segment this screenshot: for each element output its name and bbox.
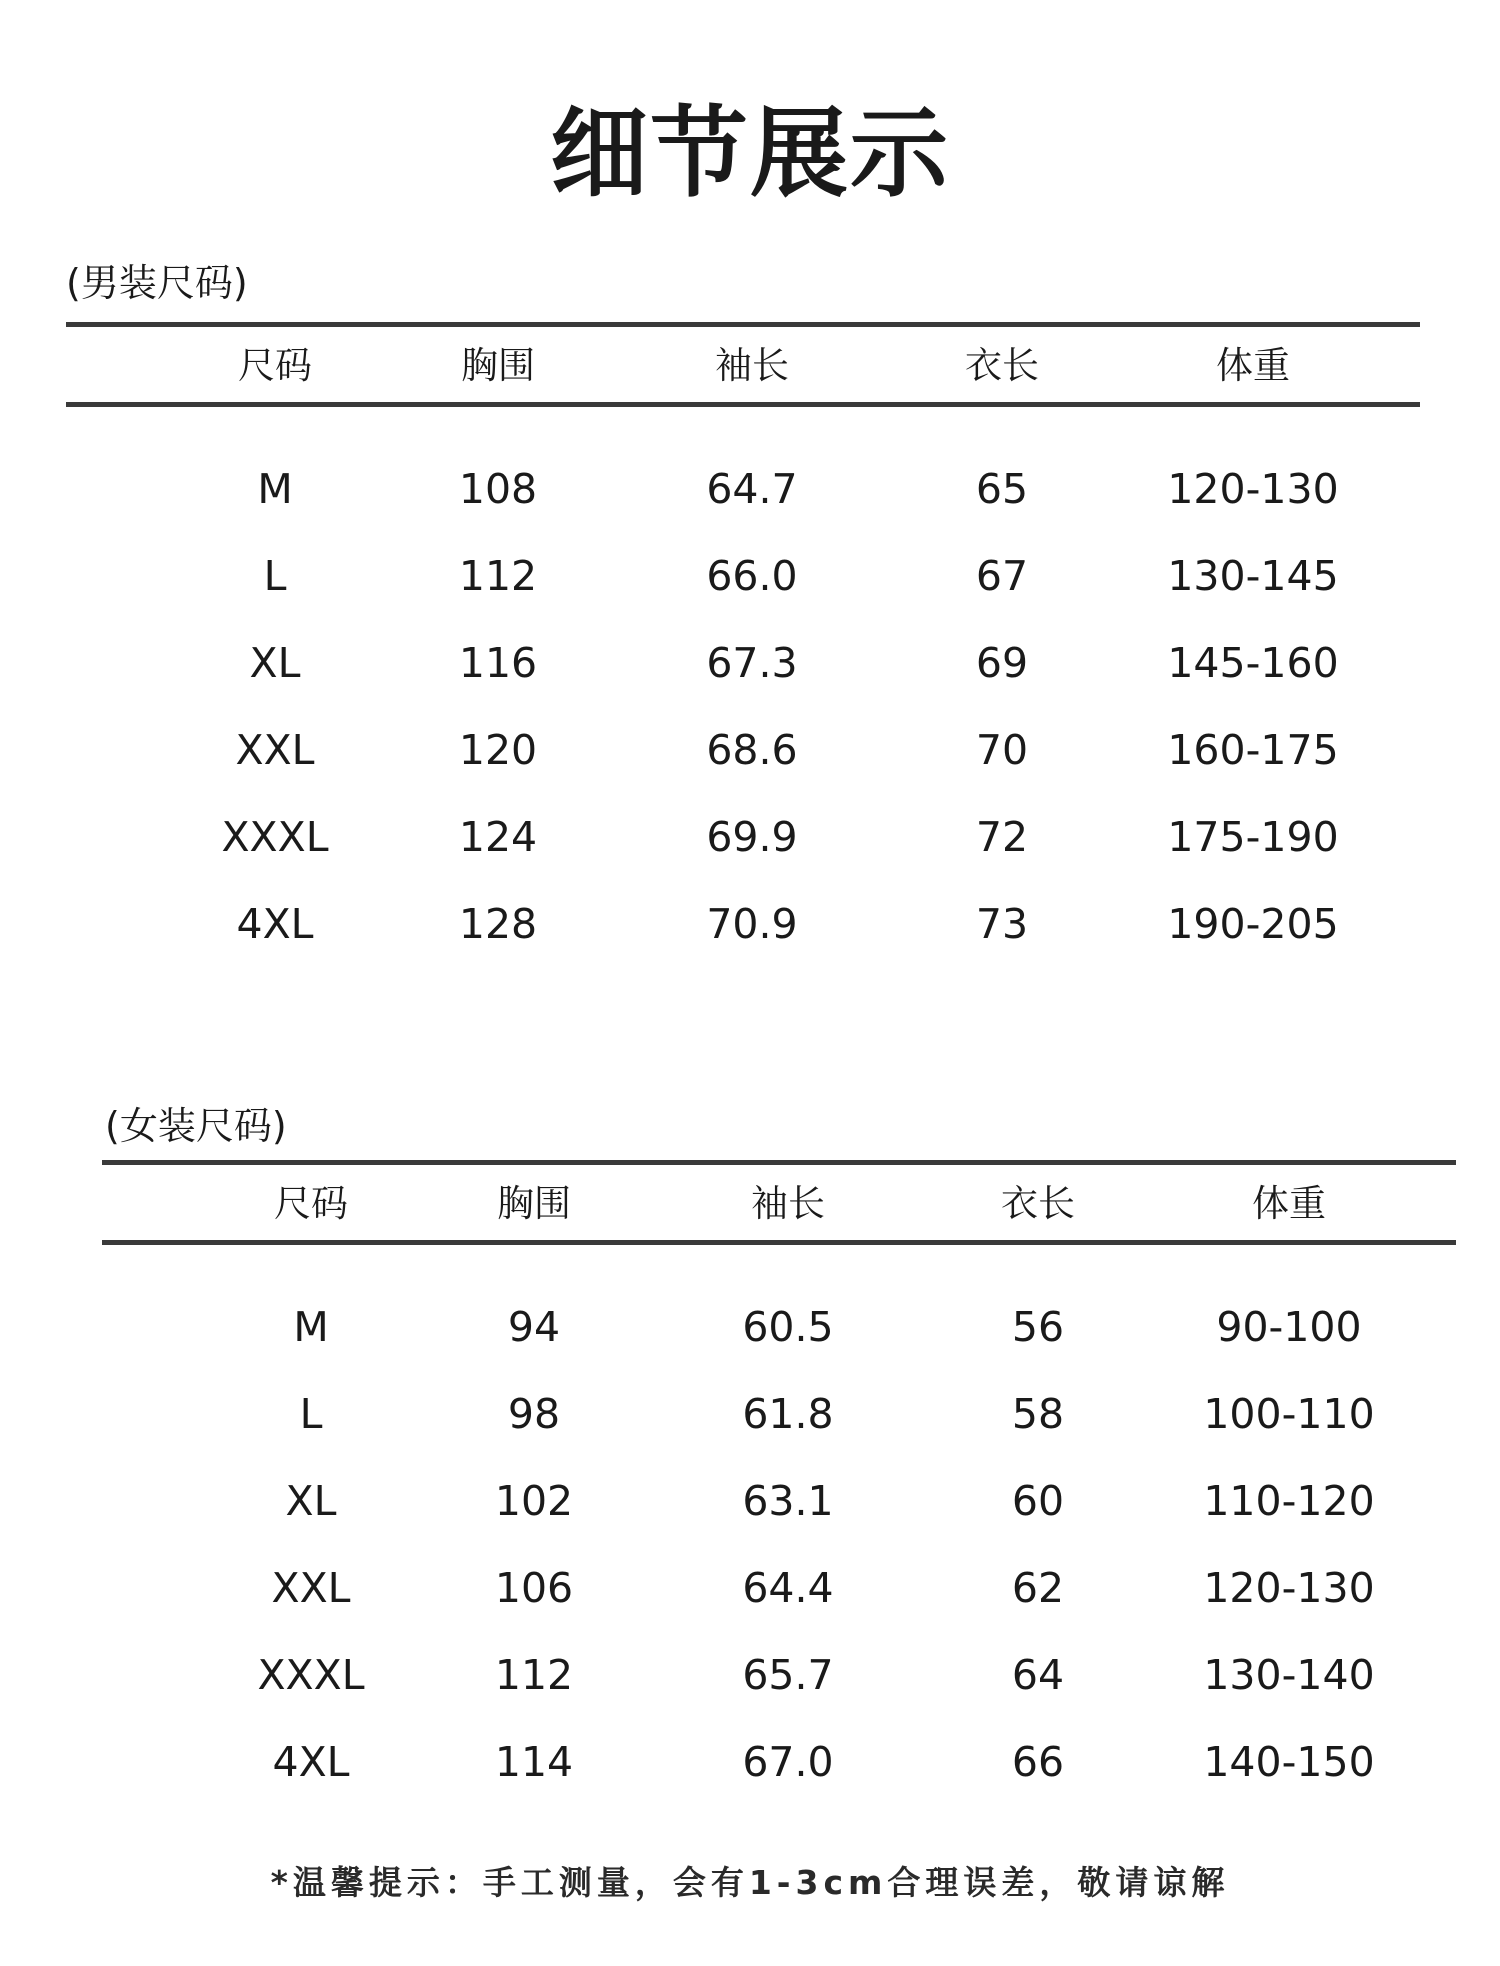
women-cell-length: 62 <box>1011 1564 1065 1612</box>
women-cell-weight: 140-150 <box>1203 1738 1375 1786</box>
women-cell-chest: 106 <box>494 1564 574 1612</box>
men-cell-sleeve: 68.6 <box>706 726 798 774</box>
women-header-weight: 体重 <box>1252 1182 1326 1225</box>
women-cell-size: M <box>293 1303 329 1351</box>
women-cell-weight: 120-130 <box>1203 1564 1375 1612</box>
women-cell-chest: 112 <box>494 1651 574 1699</box>
men-cell-chest: 120 <box>458 726 538 774</box>
women-header-bottom-rule <box>102 1240 1456 1245</box>
women-cell-length: 56 <box>1011 1303 1065 1351</box>
men-cell-weight: 120-130 <box>1167 465 1339 513</box>
women-cell-chest: 94 <box>507 1303 561 1351</box>
men-cell-weight: 175-190 <box>1167 813 1339 861</box>
men-cell-sleeve: 70.9 <box>706 900 798 948</box>
men-cell-sleeve: 69.9 <box>706 813 798 861</box>
men-cell-length: 70 <box>975 726 1029 774</box>
women-cell-weight: 110-120 <box>1203 1477 1375 1525</box>
women-cell-size: L <box>299 1390 323 1438</box>
women-cell-chest: 114 <box>494 1738 574 1786</box>
women-header-size: 尺码 <box>274 1182 348 1225</box>
women-header-chest: 胸围 <box>497 1182 571 1225</box>
men-cell-weight: 130-145 <box>1167 552 1339 600</box>
women-cell-sleeve: 63.1 <box>742 1477 834 1525</box>
men-header-top-rule <box>66 322 1420 327</box>
page-title: 细节展示 <box>549 97 950 211</box>
men-cell-chest: 124 <box>458 813 538 861</box>
women-header-sleeve: 袖长 <box>751 1182 825 1225</box>
men-cell-weight: 160-175 <box>1167 726 1339 774</box>
women-cell-sleeve: 65.7 <box>742 1651 834 1699</box>
men-cell-size: L <box>263 552 287 600</box>
men-cell-length: 72 <box>975 813 1029 861</box>
men-cell-length: 65 <box>975 465 1029 513</box>
men-cell-chest: 116 <box>458 639 538 687</box>
women-cell-sleeve: 64.4 <box>742 1564 834 1612</box>
men-cell-size: XXXL <box>221 813 329 861</box>
women-cell-size: XL <box>285 1477 337 1525</box>
men-cell-weight: 145-160 <box>1167 639 1339 687</box>
men-header-length: 衣长 <box>965 344 1039 387</box>
women-header-length: 衣长 <box>1001 1182 1075 1225</box>
men-cell-chest: 128 <box>458 900 538 948</box>
men-cell-length: 69 <box>975 639 1029 687</box>
women-cell-length: 64 <box>1011 1651 1065 1699</box>
women-cell-length: 60 <box>1011 1477 1065 1525</box>
men-cell-size: XXL <box>235 726 315 774</box>
women-cell-chest: 98 <box>507 1390 561 1438</box>
women-cell-size: 4XL <box>272 1738 350 1786</box>
men-cell-length: 73 <box>975 900 1029 948</box>
men-header-size: 尺码 <box>238 344 312 387</box>
men-cell-size: 4XL <box>236 900 314 948</box>
men-cell-size: XL <box>249 639 301 687</box>
women-cell-sleeve: 61.8 <box>742 1390 834 1438</box>
men-header-sleeve: 袖长 <box>715 344 789 387</box>
women-cell-size: XXXL <box>257 1651 365 1699</box>
men-cell-weight: 190-205 <box>1167 900 1339 948</box>
men-section-label: (男装尺码) <box>66 261 248 305</box>
women-cell-chest: 102 <box>494 1477 574 1525</box>
women-cell-length: 58 <box>1011 1390 1065 1438</box>
measurement-tip: *温馨提示：手工测量，会有1-3cm合理误差，敬请谅解 <box>270 1863 1230 1902</box>
women-cell-sleeve: 67.0 <box>742 1738 834 1786</box>
men-cell-chest: 112 <box>458 552 538 600</box>
men-cell-sleeve: 64.7 <box>706 465 798 513</box>
women-cell-length: 66 <box>1011 1738 1065 1786</box>
men-cell-length: 67 <box>975 552 1029 600</box>
men-cell-chest: 108 <box>458 465 538 513</box>
men-cell-sleeve: 67.3 <box>706 639 798 687</box>
women-cell-size: XXL <box>271 1564 351 1612</box>
men-header-bottom-rule <box>66 402 1420 407</box>
women-header-top-rule <box>102 1160 1456 1165</box>
women-cell-weight: 100-110 <box>1203 1390 1375 1438</box>
men-cell-size: M <box>257 465 293 513</box>
men-header-chest: 胸围 <box>461 344 535 387</box>
women-cell-weight: 90-100 <box>1216 1303 1362 1351</box>
men-header-weight: 体重 <box>1216 344 1290 387</box>
women-cell-weight: 130-140 <box>1203 1651 1375 1699</box>
women-section-label: (女装尺码) <box>105 1104 287 1148</box>
women-cell-sleeve: 60.5 <box>742 1303 834 1351</box>
men-cell-sleeve: 66.0 <box>706 552 798 600</box>
